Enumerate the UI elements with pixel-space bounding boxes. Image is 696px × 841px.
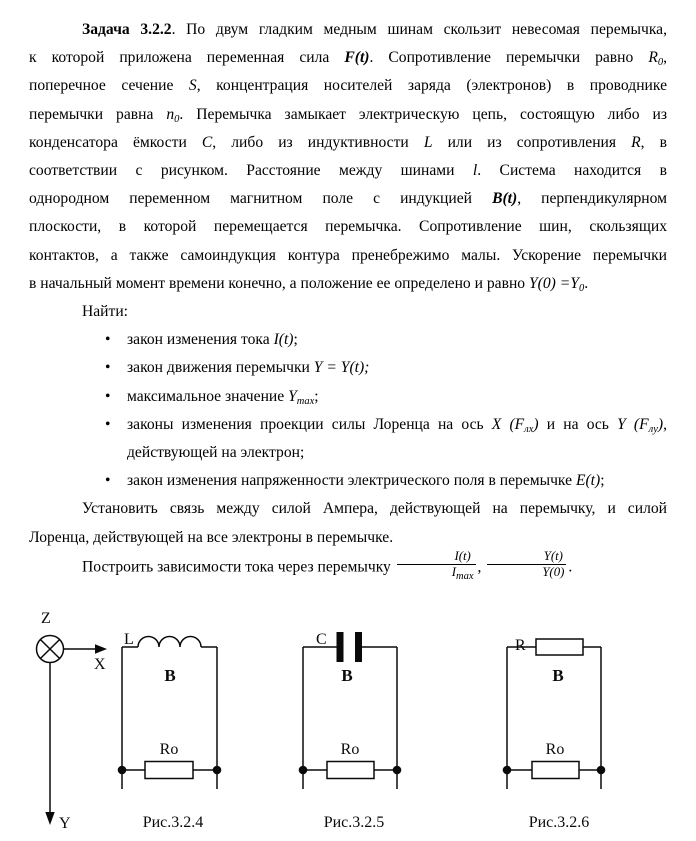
contact-dot — [503, 766, 512, 775]
text-line: перемычки равна $n_0$. Перемычка замыкает электрическую цепь, состоящую либо из — [29, 105, 667, 125]
figure-caption: Рис.3.2.5 — [323, 814, 385, 831]
z-into-page-icon — [37, 636, 64, 663]
find-list-item — [103, 411, 667, 467]
capacitance-label: C — [316, 631, 327, 648]
y-axis-label: Y — [59, 815, 71, 832]
text-line: соответствии с рисунком. Расстояние между шинами l. Система находится в — [29, 162, 667, 180]
figure-3-2-5 — [299, 631, 402, 831]
field-label: B — [164, 666, 176, 685]
resistance-label: R — [515, 637, 526, 654]
z-axis-label: Z — [41, 610, 51, 627]
z-cross-stroke — [41, 640, 60, 659]
text-line: • закон изменения тока I(t); — [127, 331, 298, 349]
x-axis-label: X — [94, 656, 106, 673]
inductance-label: L — [124, 631, 134, 648]
text-line: плоскости, в которой перемещается перемычка. Сопротивление шин, скользящих — [29, 218, 667, 236]
text-line: в начальный момент времени конечно, а положение ее определено и равно $Y(0) =Y_0$. — [29, 274, 589, 294]
capacitor-plate — [355, 632, 362, 662]
find-list-item — [103, 467, 667, 495]
x-axis-arrowhead-icon — [95, 644, 107, 653]
contact-dot — [213, 766, 222, 775]
text-line: Установить связь между силой Ампера, действующей на перемычку, и силой — [82, 500, 667, 518]
resistor-R-symbol — [536, 639, 583, 655]
coordinate-axes — [37, 610, 108, 832]
figure-caption: Рис.3.2.6 — [528, 814, 590, 831]
find-list-item — [103, 354, 667, 382]
fraction: $\frac{I(t)}{I_{max}}$ — [397, 549, 476, 581]
jumper-resistance-label: Ro — [159, 741, 179, 758]
text-line: Задача 3.2.2. По двум гладким медным шинам скользит невесомая перемычка, — [82, 21, 667, 38]
contact-dot — [393, 766, 402, 775]
text-line: однородном переменном магнитном поле с индукцией B(t), перпендикулярном — [29, 190, 668, 208]
field-label: B — [341, 666, 353, 685]
problem-text — [29, 16, 667, 584]
field-label: B — [552, 666, 564, 685]
contact-dot — [118, 766, 127, 775]
text-line: к которой приложена переменная сила F(t). Сопротивление перемычки равно $R_0$, — [29, 49, 667, 69]
jumper-resistance-label: Ro — [340, 741, 360, 758]
text-line: Построить зависимости тока через перемычку $\frac{I(t)}{I_{max}}$ , $\frac{Y(t)}{Y(0)}$ . — [82, 548, 573, 583]
jumper-resistor-R0-symbol — [327, 762, 374, 779]
fraction: $\frac{Y(t)}{Y(0)}$ — [487, 549, 566, 581]
figure-3-2-6 — [503, 637, 606, 831]
z-cross-stroke — [41, 640, 60, 659]
capacitor-plate — [337, 632, 344, 662]
find-list-item — [103, 326, 667, 354]
text-line: контактов, а также самоиндукция контура пренебрежимо малы. Ускорение перемычки — [29, 246, 667, 264]
find-list — [29, 326, 667, 495]
text-line: поперечное сечение S, концентрация носителей заряда (электронов) в проводнике — [29, 77, 668, 95]
y-axis-arrowhead-icon — [45, 812, 54, 825]
find-list-item — [103, 383, 667, 411]
text-line: • закон движения перемычки Y = Y(t); — [127, 359, 370, 377]
inductor-symbol — [138, 637, 201, 648]
text-line: Лоренца, действующей на все электроны в перемычке. — [29, 528, 394, 546]
figure-3-2-4 — [118, 631, 222, 831]
text-line: Найти: — [82, 303, 129, 321]
figure-caption: Рис.3.2.4 — [142, 814, 204, 831]
jumper-resistor-R0-symbol — [532, 762, 579, 779]
jumper-resistance-label: Ro — [545, 741, 565, 758]
contact-dot — [299, 766, 308, 775]
contact-dot — [597, 766, 606, 775]
text-line: • законы изменения проекции силы Лоренца на ось X $(F_{лx})$ и на ось Y $(F_{лy})$, — [127, 415, 667, 435]
text-line: конденсатора ёмкости C, либо из индуктивности L или из сопротивления R, в — [29, 133, 668, 151]
text-line: • максимальное значение $Y_{max}$; — [127, 387, 319, 407]
ampere-lorentz-paragraph — [29, 495, 667, 551]
jumper-resistor-R0-symbol — [145, 762, 193, 779]
problem-statement-paragraph — [29, 16, 667, 298]
plot-task-paragraph — [29, 548, 667, 584]
find-heading — [29, 298, 667, 326]
text-line: действующей на электрон; — [127, 444, 305, 462]
text-line: • закон изменения напряженности электрического поля в перемычке E(t); — [127, 472, 605, 490]
